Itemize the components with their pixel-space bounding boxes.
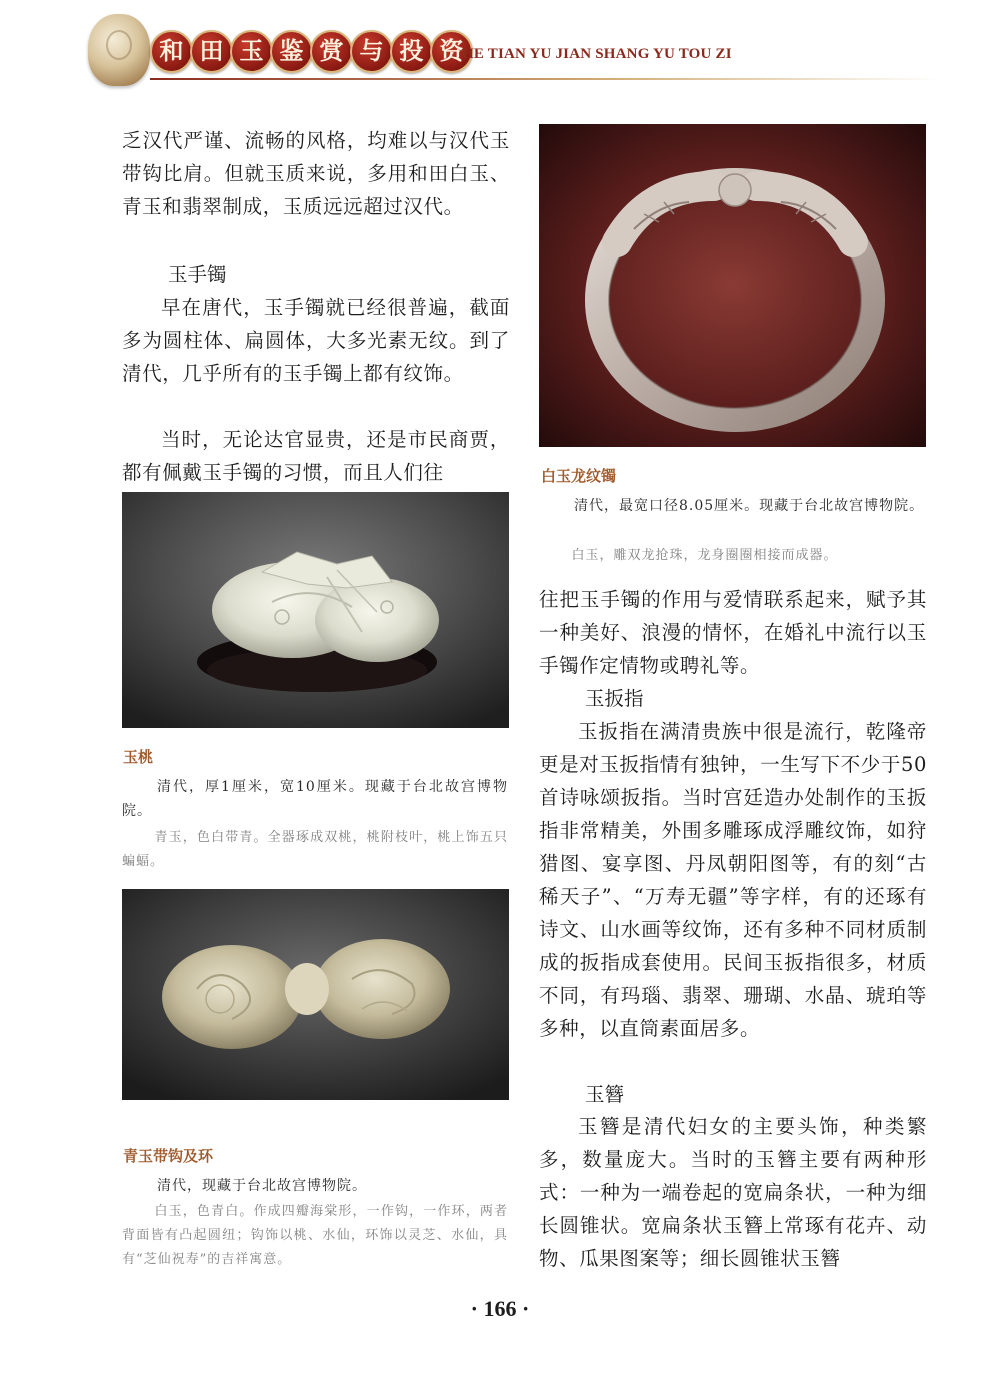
- caption-belt-hook-details: 清代，现藏于台北故宫博物院。: [157, 1178, 367, 1194]
- paragraph-han-comparison: 乏汉代严谨、流畅的风格，均难以与汉代玉带钩比肩。但就玉质来说，多用和田白玉、青玉和翡翠制成，玉质远远超过汉代。: [122, 129, 510, 218]
- title-char: 投: [390, 30, 433, 73]
- caption-bracelet-details: 清代，最宽口径8.05厘米。现藏于台北故宫博物院。: [574, 498, 925, 514]
- paragraph-hairpin: 玉簪是清代妇女的主要头饰，种类繁多，数量庞大。当时的玉簪主要有两种形式：一种为一端卷起的宽扁条状，一种为细长圆锥状。宽扁条状玉簪上常琢有花卉、动物、瓜果图案等；细长圆锥状玉簪: [539, 1115, 927, 1270]
- caption-title-belt-hook: 青玉带钩及环: [123, 1147, 214, 1165]
- belt-hook-photo: [122, 889, 509, 1100]
- book-title: [150, 30, 470, 73]
- title-char: 资: [430, 30, 473, 73]
- dragon-bracelet-image: [539, 124, 926, 447]
- caption-title-peach: 玉桃: [123, 748, 154, 766]
- page-header: [0, 0, 1000, 100]
- paragraph-bracelet-history: 早在唐代，玉手镯就已经很普遍，截面多为圆柱体、扁圆体，大多光素无纹。到了清代，几乎所有的玉手镯上都有纹饰。: [122, 296, 510, 385]
- title-char: 和: [150, 30, 193, 73]
- belt-hook-image: [122, 889, 509, 1100]
- book-title-pinyin: HE TIAN YU JIAN SHANG YU TOU ZI: [462, 46, 732, 62]
- section-heading-bracelet: 玉手镯: [168, 263, 227, 286]
- paragraph-bracelet-custom: 当时，无论达官显贵，还是市民商贾，都有佩戴玉手镯的习惯，而且人们往: [122, 428, 510, 484]
- caption-title-bracelet: 白玉龙纹镯: [541, 467, 617, 485]
- caption-belt-hook-description: 白玉，色青白。作成四瓣海棠形，一作钩，一作环，两者背面皆有凸起圆纽；钩饰以桃、水仙，环饰以灵芝、水仙，具有“芝仙祝寿”的吉祥寓意。: [122, 1204, 508, 1267]
- section-heading-thumb-ring: 玉扳指: [585, 687, 644, 710]
- header-divider: [150, 78, 940, 80]
- title-char: 玉: [230, 30, 273, 73]
- dragon-bracelet-photo: [539, 124, 926, 447]
- page-number: · 166 ·: [470, 1296, 530, 1321]
- caption-bracelet-description: 白玉，雕双龙抢珠，龙身圈圈相接而成器。: [571, 548, 838, 563]
- paragraph-thumb-ring: 玉扳指在满清贵族中很是流行，乾隆帝更是对玉扳指情有独钟，一生写下不少于50首诗咏颂扳指。当时宫廷造办处制作的玉扳指非常精美，外围多雕琢成浮雕纹饰，如狩猎图、宴享图、丹凤朝阳图等，有的刻“古稀天子”、“万寿无疆”等字样，有的还琢有诗文、山水画等纹饰，还有多种不同材质制成的扳指成套使用。民间玉扳指很多，材质不同，有玛瑙、翡翠、珊瑚、水晶、琥珀等多种，以直筒素面居多。: [539, 720, 927, 1040]
- caption-peach-details: 清代，厚1厘米，宽10厘米。现藏于台北故宫博物院。: [122, 779, 508, 819]
- title-char: 田: [190, 30, 233, 73]
- paragraph-bracelet-love: 往把玉手镯的作用与爱情联系起来，赋予其一种美好、浪漫的情怀，在婚礼中流行以玉手镯作定情物或聘礼等。: [539, 588, 927, 677]
- section-heading-hairpin: 玉簪: [585, 1083, 625, 1106]
- title-char: 与: [350, 30, 393, 73]
- caption-peach-description: 青玉，色白带青。全器琢成双桃，桃附枝叶，桃上饰五只蝙蝠。: [122, 830, 508, 869]
- title-char: 鉴: [270, 30, 313, 73]
- jade-peach-image: [122, 492, 509, 728]
- jade-peach-photo: [122, 492, 509, 728]
- jade-ornament-icon: [88, 14, 150, 86]
- title-char: 赏: [310, 30, 353, 73]
